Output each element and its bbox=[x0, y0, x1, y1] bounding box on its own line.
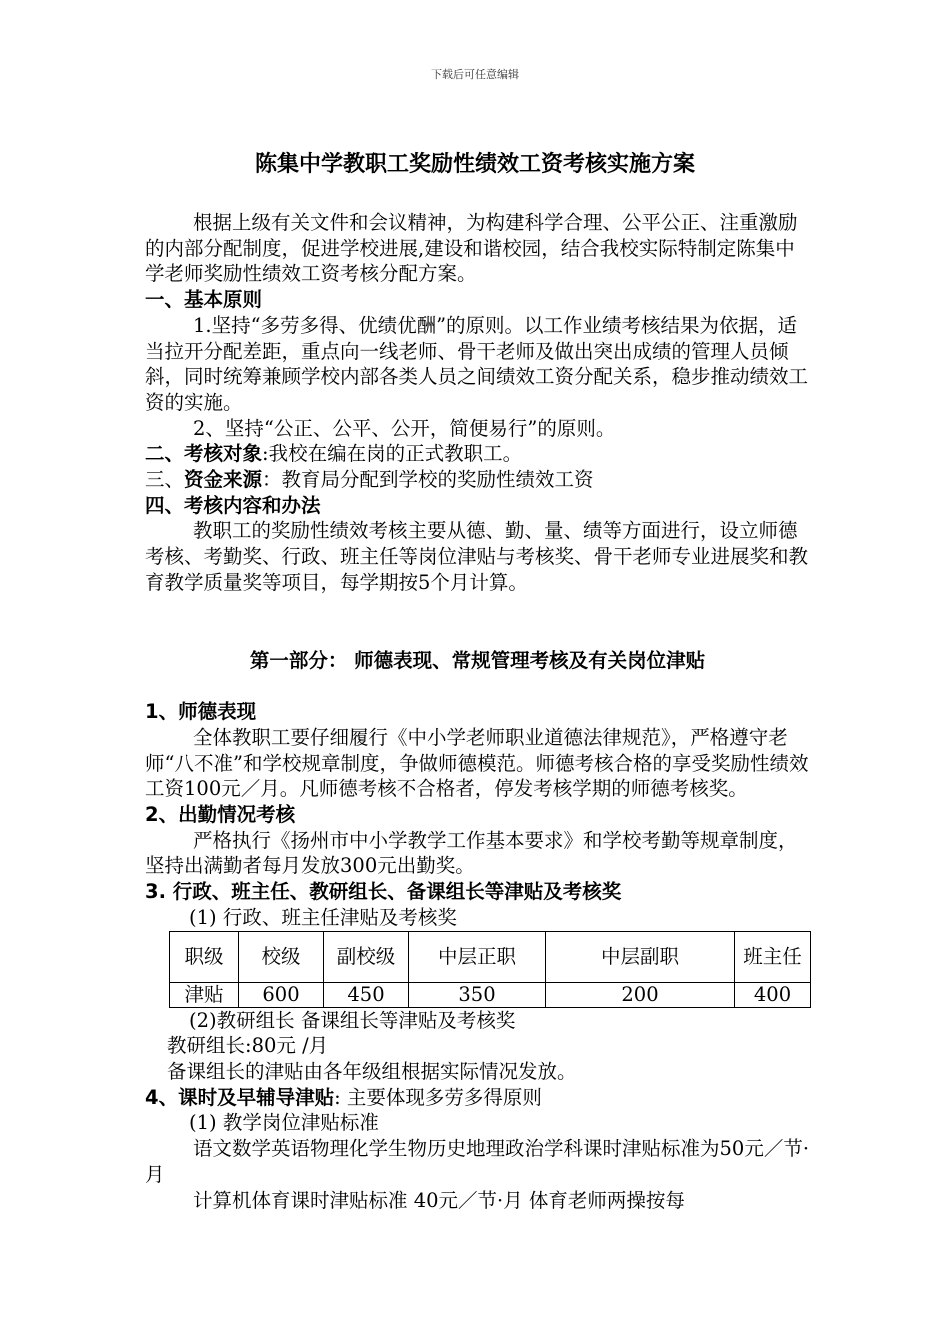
table-cell: 200 bbox=[546, 982, 735, 1007]
section-heading-content: 四、考核内容和办法 bbox=[145, 493, 321, 517]
targets-text: :我校在编在岗的正式教职工。 bbox=[262, 442, 523, 466]
table-header-cell: 职级 bbox=[170, 931, 239, 982]
section-heading-principles: 一、基本原则 bbox=[145, 288, 263, 312]
table-header-cell: 班主任 bbox=[735, 931, 811, 982]
table-cell: 600 bbox=[239, 982, 324, 1007]
part-one-heading: 第一部分： 师德表现、常规管理考核及有关岗位津贴 bbox=[249, 648, 706, 672]
table-header-cell: 中层正职 bbox=[409, 931, 546, 982]
item-3-line2: 备课组长的津贴由各年级组根据实际情况发放。 bbox=[167, 1059, 577, 1083]
table-row bbox=[170, 982, 811, 1007]
table-header-cell: 校级 bbox=[239, 931, 324, 982]
document-body bbox=[145, 210, 810, 1213]
table-cell: 津贴 bbox=[170, 982, 239, 1007]
item-4-sub1: (1) 教学岗位津贴标准 bbox=[189, 1111, 379, 1135]
item-4-heading: 4、课时及早辅导津贴 bbox=[145, 1085, 335, 1109]
item-2-heading: 2、出勤情况考核 bbox=[145, 803, 296, 827]
section-heading-funding: 资金来源 bbox=[184, 468, 263, 492]
item-3-heading: 3. 行政、班主任、教研组长、备课组长等津贴及考核奖 bbox=[145, 880, 622, 904]
item-4-line1: 语文数学英语物理化学生物历史地理政治学科课时津贴标准为50元／节·月 bbox=[145, 1137, 810, 1186]
table-header-row bbox=[170, 931, 811, 982]
table-header-cell: 副校级 bbox=[324, 931, 409, 982]
funding-number: 三、 bbox=[145, 468, 185, 492]
table-cell: 400 bbox=[735, 982, 811, 1007]
item-3-line1: 教研组长:80元 /月 bbox=[167, 1034, 329, 1058]
section-targets bbox=[145, 441, 810, 467]
item-1-text: 全体教职工要仔细履行《中小学老师职业道德法律规范》，严格遵守老师“八不准”和学校规章制度，争做师德模范。师德考核合格的享受奖励性绩效工资100元／月。凡师德考核不合格者，停发考核学期的师德考核奖。 bbox=[145, 725, 809, 801]
funding-text: ：教育局分配到学校的奖励性绩效工资 bbox=[262, 468, 594, 492]
table-header-cell: 中层副职 bbox=[546, 931, 735, 982]
section-heading-targets: 二、考核对象 bbox=[145, 442, 263, 466]
item-1-heading: 1、师德表现 bbox=[145, 700, 257, 724]
principle-2: 2、坚持“公正、公平、公开，简便易行”的原则。 bbox=[193, 416, 616, 440]
table-cell: 350 bbox=[409, 982, 546, 1007]
item-4-heading-line bbox=[145, 1085, 810, 1111]
document-title: 陈集中学教职工奖励性绩效工资考核实施方案 bbox=[254, 152, 695, 177]
item-2-text: 严格执行《扬州市中小学教学工作基本要求》和学校考勤等规章制度，坚持出满勤者每月发放300元出勤奖。 bbox=[145, 828, 798, 878]
item-4-text: : 主要体现多劳多得原则 bbox=[334, 1085, 542, 1109]
page-header: 下载后可任意编辑 bbox=[431, 68, 519, 81]
principle-1: 1.坚持“多劳多得、优绩优酬”的原则。以工作业绩考核结果为依据，适当拉开分配差距，重点向一线老师、骨干老师及做出突出成绩的管理人员倾斜，同时统筹兼顾学校内部各类人员之间绩效工资分配关系，稳步推动绩效工资的实施。 bbox=[145, 313, 809, 414]
item-3-sub1: (1) 行政、班主任津贴及考核奖 bbox=[189, 905, 457, 929]
allowance-table bbox=[169, 931, 811, 1008]
item-3-sub2: (2)教研组长 备课组长等津贴及考核奖 bbox=[189, 1008, 516, 1032]
table-cell: 450 bbox=[324, 982, 409, 1007]
content-paragraph: 教职工的奖励性绩效考核主要从德、勤、量、绩等方面进行，设立师德考核、考勤奖、行政、班主任等岗位津贴与考核奖、骨干老师专业进展奖和教育教学质量奖等项目，每学期按5个月计算。 bbox=[145, 519, 809, 594]
item-4-line2: 计算机体育课时津贴标准 40元／节·月 体育老师两操按每 bbox=[193, 1188, 685, 1212]
intro-paragraph: 根据上级有关文件和会议精神，为构建科学合理、公平公正、注重激励的内部分配制度，促进学校进展,建设和谐校园，结合我校实际特制定陈集中学老师奖励性绩效工资考核分配方案。 bbox=[145, 211, 798, 286]
section-funding bbox=[145, 467, 810, 493]
